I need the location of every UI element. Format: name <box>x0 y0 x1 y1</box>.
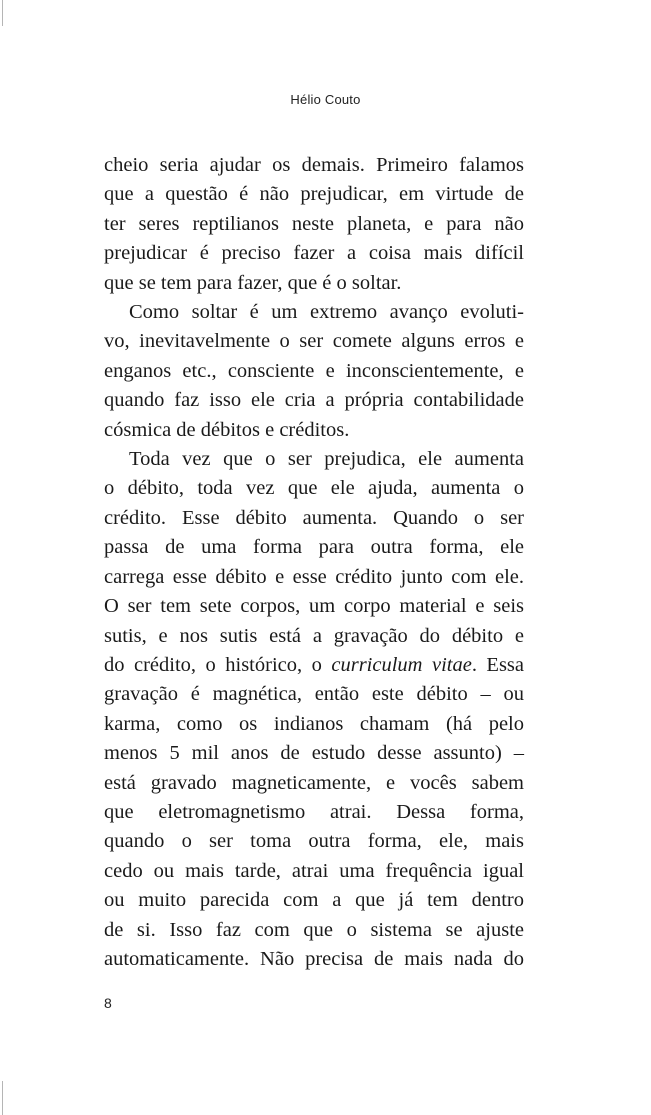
crop-mark-bottom <box>2 1081 3 1115</box>
text-line: de si. Isso faz com que o sistema se ajuste <box>104 918 524 941</box>
text-line: karma, como os indianos chamam (há pelo <box>104 712 524 735</box>
text-line: Toda vez que o ser prejudica, ele aumenta <box>129 448 524 471</box>
text-line: automaticamente. Não precisa de mais nada do <box>104 947 524 970</box>
text-line: cedo ou mais tarde, atrai uma frequência igual <box>104 859 524 882</box>
text-line: está gravado magneticamente, e vocês sabem <box>104 771 524 794</box>
text-line: menos 5 mil anos de estudo desse assunto) – <box>104 742 524 765</box>
text-line: o débito, toda vez que ele ajuda, aumenta o <box>104 477 524 500</box>
text-line: passa de uma forma para outra forma, ele <box>104 536 524 559</box>
page-number: 8 <box>104 995 112 1011</box>
italic-phrase: curriculum vitae <box>331 653 472 676</box>
text-line: crédito. Esse débito aumenta. Quando o ser <box>104 506 524 529</box>
paragraph <box>104 151 524 298</box>
text-line-with-italic <box>104 651 524 680</box>
text-line: vo, inevitavelmente o ser comete alguns erros e <box>104 330 524 353</box>
text-line: ter seres reptilianos neste planeta, e para não <box>104 212 524 235</box>
text-line: ou muito parecida com a que já tem dentro <box>104 889 524 912</box>
text-line: prejudicar é preciso fazer a coisa mais difícil <box>104 242 524 265</box>
running-head: Hélio Couto <box>290 92 361 107</box>
text-line: gravação é magnética, então este débito – ou <box>104 683 524 706</box>
text-line: Como soltar é um extremo avanço evoluti- <box>129 301 524 324</box>
text-line: cósmica de débitos e créditos. <box>104 418 350 441</box>
text-segment: do crédito, o histórico, o <box>104 653 322 676</box>
text-segment: . Essa <box>471 653 525 676</box>
text-line: que se tem para fazer, que é o soltar. <box>104 271 402 294</box>
paragraph <box>104 445 524 974</box>
body-text <box>104 151 524 974</box>
paragraph <box>104 298 524 445</box>
text-line: quando faz isso ele cria a própria contabilidade <box>104 389 524 412</box>
text-line: enganos etc., consciente e inconscientemente, e <box>104 359 524 382</box>
text-line: sutis, e nos sutis está a gravação do débito e <box>104 624 524 647</box>
text-line: que a questão é não prejudicar, em virtude de <box>104 183 524 206</box>
text-line: cheio seria ajudar os demais. Primeiro falamos <box>104 154 524 176</box>
text-line: carrega esse débito e esse crédito junto com ele. <box>104 565 524 588</box>
text-line: quando o ser toma outra forma, ele, mais <box>104 830 524 853</box>
text-line: que eletromagnetismo atrai. Dessa forma, <box>104 800 524 823</box>
text-line: O ser tem sete corpos, um corpo material e seis <box>104 595 524 618</box>
crop-mark-top <box>2 0 3 26</box>
